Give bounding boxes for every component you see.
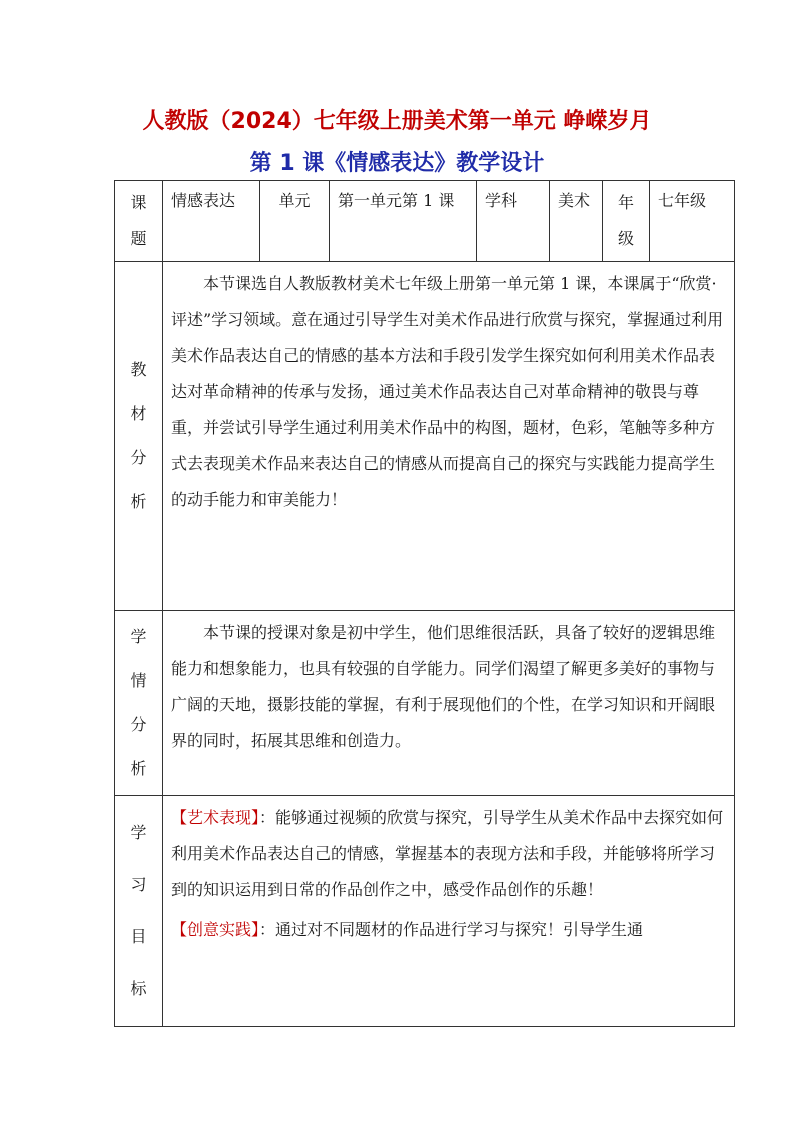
document-title-line2: 第 1 课《情感表达》教学设计: [249, 151, 545, 176]
student-analysis-row: [115, 611, 735, 796]
material-analysis-label: 教 材 分 析: [115, 262, 163, 611]
unit-value: 第一单元第 1 课: [330, 181, 477, 262]
header-row: [115, 181, 735, 262]
learning-goals-text: [163, 796, 735, 1027]
goal-tag-creative: 【创意实践】: [171, 920, 260, 939]
header-label-topic: 课题: [115, 181, 163, 262]
material-analysis-text: 本节课选自人教版教材美术七年级上册第一单元第 1 课，本课属于“欣赏·评述”学习领域。意在通过引导学生对美术作品进行欣赏与探究，掌握通过利用美术作品表达自己的情感的基本方法和手段引发学生探究如何利用美术作品表达对革命精神的传承与发扬，通过美术作品表达自己对革命精神的敬畏与尊重，并尝试引导学生通过利用美术作品中的构图，题材，色彩，笔触等多种方式去表现美术作品来表达自己的情感从而提高自己的探究与实践能力提高学生的动手能力和审美能力！: [163, 262, 735, 611]
header-label-grade: 年级: [603, 181, 650, 262]
subject-value: 美术: [550, 181, 603, 262]
goal-text-creative: ：通过对不同题材的作品进行学习与探究！引导学生通: [259, 920, 644, 939]
learning-goals-row: [115, 796, 735, 1027]
grade-value: 七年级: [650, 181, 735, 262]
goal-item: [171, 800, 726, 908]
learning-goals-label: 学 习 目 标: [115, 796, 163, 1027]
material-analysis-row: [115, 262, 735, 611]
header-label-subject: 学科: [477, 181, 550, 262]
goal-tag-art: 【艺术表现】: [171, 808, 260, 827]
header-label-unit: 单元: [260, 181, 330, 262]
goal-text-art: ：能够通过视频的欣赏与探究，引导学生从美术作品中去探究如何利用美术作品表达自己的情感，掌握基本的表现方法和手段，并能够将所学习到的知识运用到日常的作品创作之中，感受作品创作的乐趣！: [171, 808, 724, 899]
lesson-plan-table: [114, 180, 735, 1027]
student-analysis-label: 学 情 分 析: [115, 611, 163, 796]
goal-item: [171, 912, 726, 948]
topic-value: 情感表达: [163, 181, 260, 262]
document-title-line1: 人教版（2024）七年级上册美术第一单元 峥嵘岁月: [142, 109, 652, 134]
student-analysis-text: 本节课的授课对象是初中学生，他们思维很活跃，具备了较好的逻辑思维能力和想象能力，也具有较强的自学能力。同学们渴望了解更多美好的事物与广阔的天地，摄影技能的掌握，有利于展现他们的个性，在学习知识和开阔眼界的同时，拓展其思维和创造力。: [163, 611, 735, 796]
